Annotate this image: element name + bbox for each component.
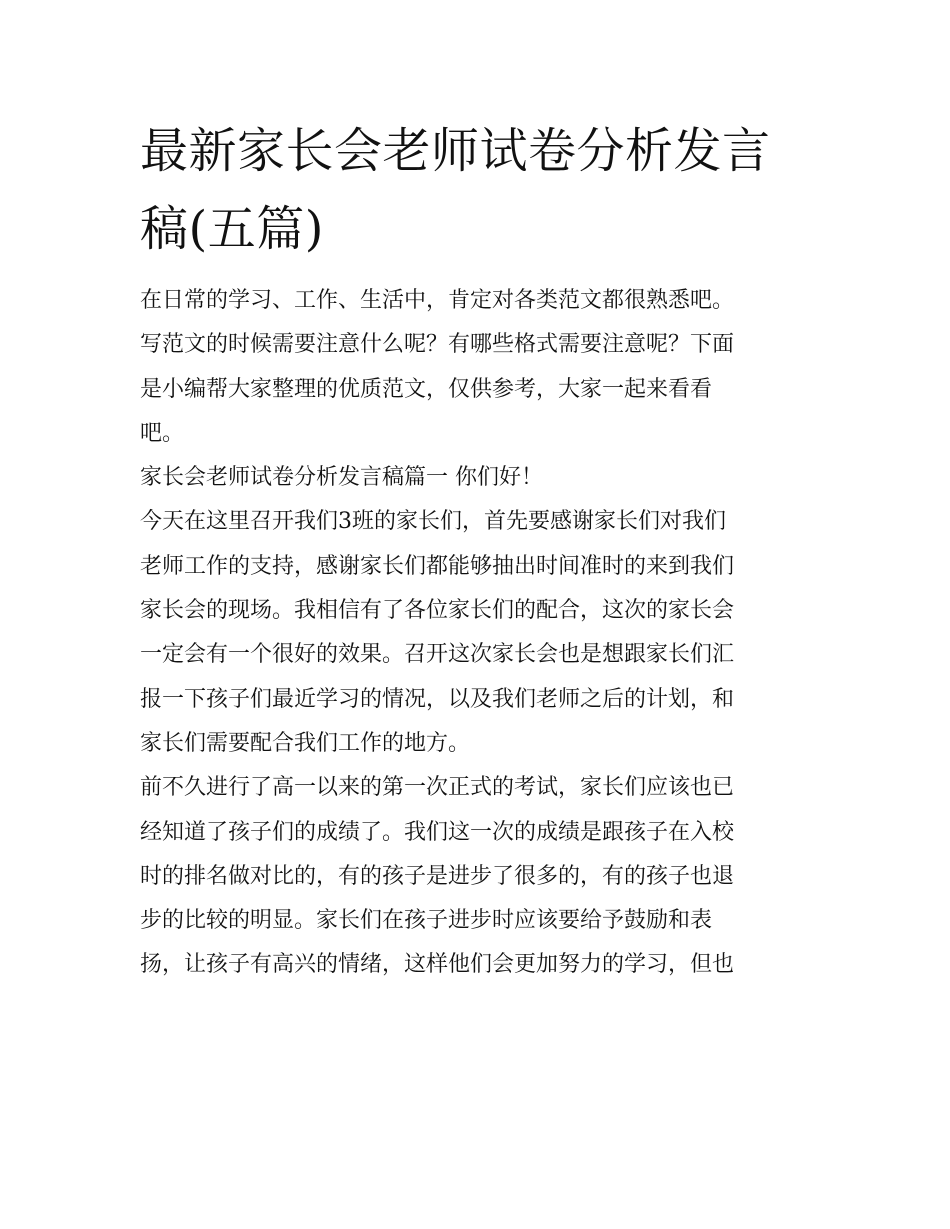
title-line: 稿(五篇)	[140, 201, 324, 257]
text-line: 一定会有一个很好的效果。召开这次家长会也是想跟家长们汇	[140, 642, 735, 668]
text-line: 扬，让孩子有高兴的情绪，这样他们会更加努力的学习，但也	[140, 952, 735, 978]
text-line: 时的排名做对比的，有的孩子是进步了很多的，有的孩子也退	[140, 863, 735, 889]
text-line: 吧。	[140, 420, 185, 446]
text-line: 经知道了孩子们的成绩了。我们这一次的成绩是跟孩子在入校	[140, 819, 735, 845]
document-body	[140, 279, 820, 988]
paragraph-opening	[140, 500, 820, 766]
text-line: 家长会的现场。我相信有了各位家长们的配合，这次的家长会	[140, 598, 735, 624]
paragraph-section-heading	[140, 456, 820, 500]
text-line: 报一下孩子们最近学习的情况，以及我们老师之后的计划，和	[140, 686, 735, 712]
text-line: 在日常的学习、工作、生活中，肯定对各类范文都很熟悉吧。	[140, 288, 735, 313]
text-line: 老师工作的支持，感谢家长们都能够抽出时间准时的来到我们	[140, 553, 735, 579]
title-line: 最新家长会老师试卷分析发言	[140, 123, 771, 179]
text-line: 步的比较的明显。家长们在孩子进步时应该要给予鼓励和表	[140, 908, 713, 934]
text-line: 前不久进行了高一以来的第一次正式的考试，家长们应该也已	[140, 775, 735, 801]
paragraph-exam-results	[140, 766, 820, 987]
text-line: 家长们需要配合我们工作的地方。	[140, 730, 471, 756]
text-line: 是小编帮大家整理的优质范文，仅供参考，大家一起来看看	[140, 376, 713, 402]
text-line: 家长会老师试卷分析发言稿篇一 你们好！	[140, 465, 543, 491]
text-line: 今天在这里召开我们3班的家长们，首先要感谢家长们对我们	[140, 509, 726, 535]
paragraph-intro	[140, 279, 820, 456]
document-title	[140, 112, 830, 268]
text-line: 写范文的时候需要注意什么呢？有哪些格式需要注意呢？下面	[140, 332, 735, 358]
